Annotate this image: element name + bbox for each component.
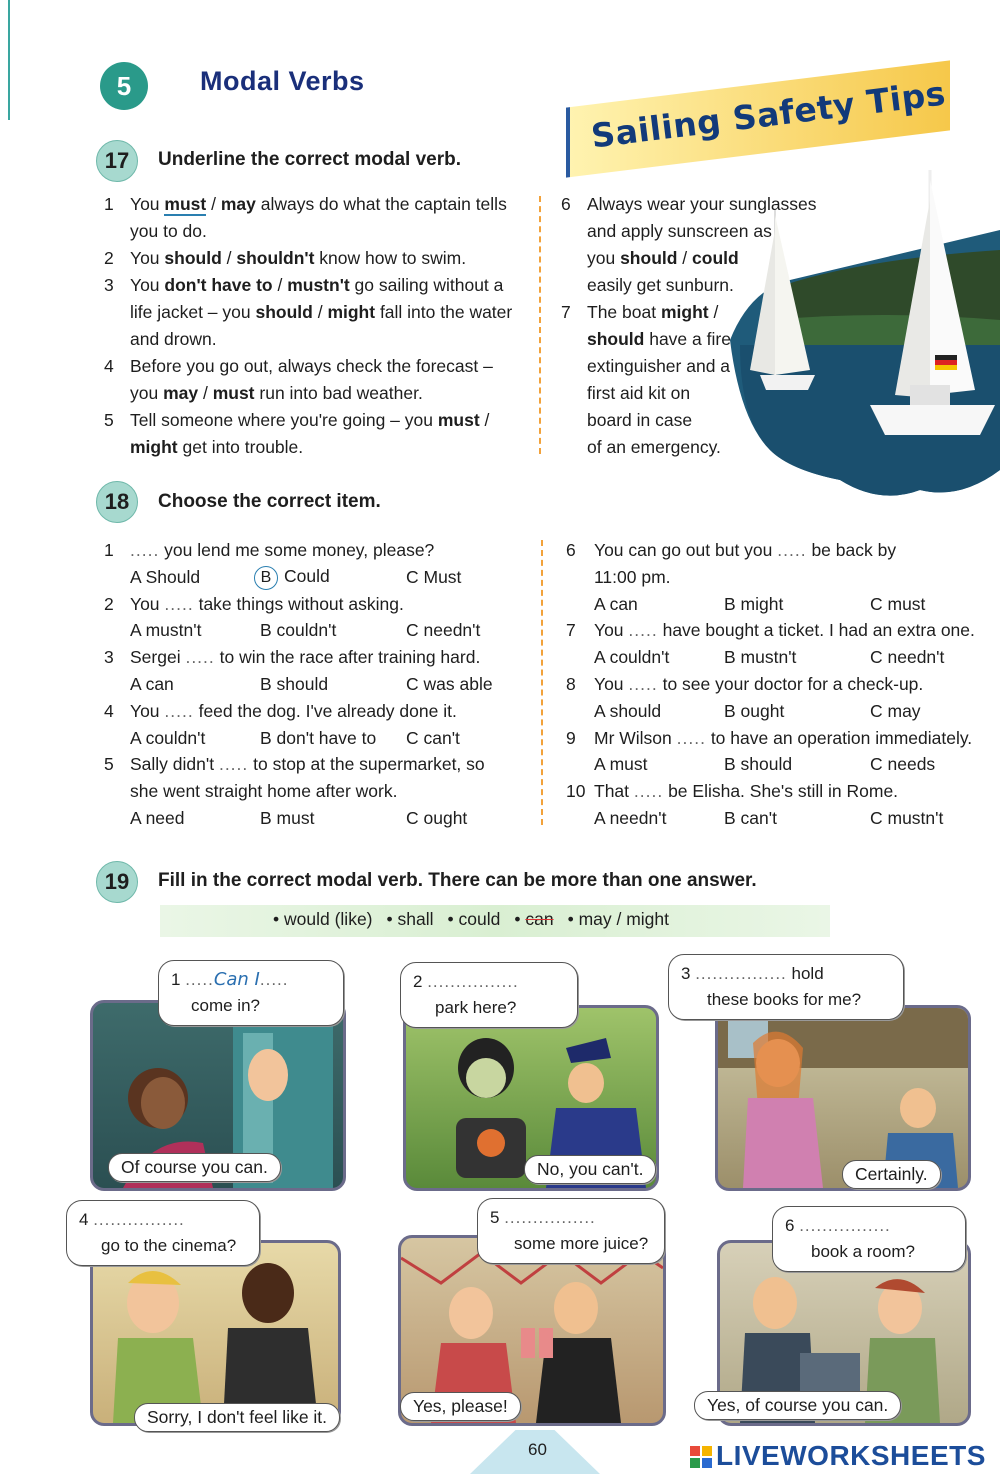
exercise-17-badge: 17 [96,140,138,182]
word-bank-item [273,909,373,929]
option-c[interactable]: C Must [406,566,462,587]
word-bank-word: shall [397,909,434,929]
answer-blank[interactable]: ..... [185,647,215,668]
reply-bubble-1: Of course you can. [108,1153,281,1182]
sentence-text: to see your doctor for a check-up. [657,674,924,694]
sentence-text: to stop at the supermarket, so [248,754,485,775]
exercise-18-item [566,617,975,644]
answer-blank[interactable]: ..... [777,540,807,560]
word-bank-word: could [458,909,501,929]
item-number: 7 [566,620,576,641]
exercise-17-item-continued [104,218,512,245]
exercise-17-item [104,191,512,218]
exercise-17-item-continued [561,434,817,461]
word-bank-item [448,909,501,929]
option-a[interactable]: A can [130,674,174,694]
modal-option[interactable]: might [130,437,178,457]
bullet: • [567,909,579,929]
bubble-number: 1 [171,970,181,989]
option-c[interactable]: C may [870,700,921,721]
bullet: • [273,909,284,929]
item-number: 3 [104,275,114,295]
option-a[interactable]: A must [594,754,648,775]
column-divider [539,196,541,454]
answer-blank[interactable]: ..... [218,754,249,775]
word-bank-word: may / might [578,909,670,929]
speech-bubble-1 [158,960,344,1026]
banner-title: Sailing Safety Tips [588,73,948,156]
exercise-18-title: Choose the correct item. [158,491,381,512]
sentence-text: you lend me some money, please? [159,540,435,560]
answer-blank[interactable]: ..... [628,620,658,641]
option-b[interactable]: B should [260,674,329,694]
sentence-text: be Elisha. She's still in Rome. [663,781,899,802]
sentence-text: get into trouble. [177,437,304,457]
option-a[interactable]: A can [594,593,638,614]
sentence-text: That [594,781,634,802]
item-number: 2 [104,593,114,614]
option-b[interactable]: B mustn't [724,647,797,668]
word-bank-item [568,909,669,929]
modal-option[interactable]: should [587,329,645,349]
item-number: 5 [104,410,114,430]
two-boys-illustration [93,1243,338,1423]
option-c[interactable]: C mustn't [870,808,944,828]
option-b-selected[interactable] [254,566,330,590]
margin-rule [8,0,10,120]
option-b[interactable]: B ought [724,700,785,721]
sentence-text: have bought a ticket. I had an extra one. [657,620,975,641]
sentence-text-continued: 11:00 pm. [594,566,671,587]
picture-panel-4 [90,1240,341,1426]
sentence-text: life jacket – you [130,302,256,322]
exercise-18-item [566,671,923,698]
sentence-text: You [130,593,165,614]
option-c[interactable]: C needs [870,754,936,775]
sentence-text: know how to swim. [314,248,467,268]
answer-3-input[interactable]: ................ [695,964,787,983]
answer-blank[interactable]: ..... [130,540,160,560]
bubble-number: 2 [413,972,423,991]
answer-blank[interactable]: ..... [164,593,194,614]
exercise-18-item [104,644,480,671]
item-number: 10 [566,781,586,802]
answer-blank[interactable]: ..... [628,674,658,694]
sentence-text: run into bad weather. [254,383,423,403]
sentence-text-continued: she went straight home after work. [130,781,398,802]
exercise-17-right-column [561,191,817,461]
option-b[interactable]: B couldn't [260,620,337,641]
exercise-17-item-continued [561,353,817,380]
word-bank-items [273,909,683,930]
exercise-17-item-continued [104,434,512,461]
item-number: 6 [566,540,576,560]
exercise-19-badge: 19 [96,861,138,903]
exercise-17-left-column [104,191,512,461]
answer-6-input[interactable]: ................ [799,1216,891,1235]
sentence-text: have a fire [644,329,731,349]
page-number: 60 [528,1440,547,1459]
sentence-text: / [206,194,221,214]
bubble-text: park here? [435,998,517,1017]
exercise-18-item [566,778,898,805]
sentence-text: you [130,383,164,403]
item-number: 5 [104,754,114,775]
answer-5-input[interactable]: ................ [504,1208,596,1227]
modal-option[interactable]: should [164,248,222,268]
blank-dots: ..... [185,970,214,989]
bubble-number: 5 [490,1208,500,1227]
sentence-text: / [221,248,237,268]
sentence-text: you to do. [130,221,207,241]
answer-1-input[interactable]: Can I [213,969,260,990]
exercise-17-title: Underline the correct modal verb. [158,149,462,170]
bubble-text: hold [791,964,824,983]
sentence-text: go sailing without a [349,275,504,295]
sentence-text: You [594,620,629,641]
modal-option[interactable]: must [212,383,255,403]
answer-4-input[interactable]: ................ [93,1210,185,1229]
item-number: 9 [566,727,576,748]
sentence-text: / [479,410,490,430]
sentence-text: You [594,674,629,694]
modal-option[interactable]: don't have to [164,275,273,295]
selected-option[interactable]: must [164,194,207,214]
speech-bubble-6 [772,1206,966,1272]
modal-option[interactable]: should [620,248,678,268]
modal-option[interactable]: shouldn't [236,248,315,268]
item-number: 4 [104,356,114,376]
modal-option[interactable]: must [437,410,480,430]
option-a[interactable]: A couldn't [594,647,670,668]
sentence-text: Sergei [130,647,186,668]
sentence-text: Tell someone where you're going – you [130,410,438,430]
item-number: 6 [561,194,571,214]
sentence-text: / [312,302,328,322]
bubble-text: book a room? [811,1242,915,1261]
sentence-text: Always wear your sunglasses [587,194,817,214]
sentence-text: you [587,248,621,268]
sentence-text: Mr Wilson [594,727,677,748]
option-b[interactable]: B should [724,754,793,775]
blank-dots: ..... [259,970,289,989]
modal-option[interactable]: might [660,302,709,322]
exercise-17-item [104,272,512,299]
item-number: 4 [104,700,114,721]
exercise-17-item [104,245,512,272]
sentence-text: be back by [806,540,897,560]
modal-option[interactable]: might [327,302,376,322]
modal-option[interactable]: mustn't [287,275,350,295]
bubble-text: come in? [191,996,260,1015]
speech-bubble-3 [668,954,904,1020]
modal-option[interactable]: may [220,194,256,214]
modal-option[interactable]: should [255,302,313,322]
exercise-17-item-continued [561,407,817,434]
exercise-18-item [104,751,485,778]
bullet: • [386,909,398,929]
reply-bubble-6: Yes, of course you can. [694,1391,901,1420]
sentence-text: and apply sunscreen as [587,221,772,241]
option-c[interactable]: C needn't [870,647,945,668]
speech-bubble-2 [400,962,578,1028]
option-c[interactable]: C can't [406,727,460,748]
exercise-17-item-continued [561,380,817,407]
word-bank-item [514,909,553,929]
reply-bubble-2: No, you can't. [524,1155,656,1184]
exercise-17-item-continued [561,272,817,299]
sentence-text: / [272,275,288,295]
exercise-18-item [104,537,434,564]
option-text: Could [284,565,330,586]
exercise-18-item [566,537,896,564]
option-b[interactable]: B must [260,808,315,828]
bubble-text: these books for me? [707,990,862,1009]
sentence-text: You [130,194,165,214]
sentence-text: Sally didn't [130,754,219,775]
selection-circle: B [254,566,278,590]
bubble-text: some more juice? [514,1234,649,1253]
unit-title: Modal Verbs [200,66,365,96]
option-a[interactable]: A need [130,808,185,828]
item-number: 7 [561,302,571,322]
item-number: 2 [104,248,114,268]
column-divider-18 [541,540,543,825]
exercise-17-item-continued [104,380,512,407]
sentence-text: feed the dog. I've already done it. [193,700,457,721]
option-a[interactable]: A mustn't [130,620,202,641]
option-c[interactable]: C was able [406,674,493,694]
sentence-text: Before you go out, always check the forecast – [130,356,493,376]
bubble-number: 4 [79,1210,89,1229]
sentence-text: to have an operation immediately. [705,727,973,748]
exercise-17-item-continued [561,245,817,272]
option-c[interactable]: C needn't [406,620,481,641]
sentence-text: You [130,248,165,268]
sentence-text: board in case [587,410,693,430]
modal-option[interactable]: could [692,248,739,268]
sentence-text: of an emergency. [587,437,721,457]
answer-blank[interactable]: ..... [676,727,706,748]
option-a[interactable]: A couldn't [130,727,206,748]
option-b[interactable]: B don't have to [260,727,377,748]
word-bank-word: can [525,909,554,929]
option-a[interactable]: A should [594,700,662,721]
exercise-17-item [561,299,817,326]
reply-bubble-3: Certainly. [842,1160,941,1189]
sentence-text: You [130,275,165,295]
answer-blank[interactable]: ..... [164,700,194,721]
exercise-18-item [104,591,404,618]
sentence-text: The boat [587,302,661,322]
sentence-text: / [677,248,693,268]
reply-bubble-5: Yes, please! [400,1392,521,1421]
item-number: 1 [104,194,114,214]
exercise-17-item-continued [561,326,817,353]
sentence-text: You [130,700,165,721]
sentence-text: / [198,383,213,403]
sentence-text: first aid kit on [587,383,691,403]
answer-blank[interactable]: ..... [633,781,664,802]
item-number: 1 [104,540,114,560]
item-number: 8 [566,674,576,694]
modal-option[interactable]: may [163,383,199,403]
exercise-17-item [561,191,817,218]
bubble-number: 3 [681,964,691,983]
liveworksheets-logo-icon [690,1446,712,1468]
sentence-text: You can go out but you [594,540,778,560]
sentence-text: to win the race after training hard. [214,647,481,668]
word-bank-word: would (like) [284,909,373,929]
reply-bubble-4: Sorry, I don't feel like it. [134,1403,340,1432]
unit-number-badge: 5 [100,62,148,110]
option-c[interactable]: C must [870,593,926,614]
option-c[interactable]: C ought [406,808,468,828]
option-b[interactable]: B might [724,593,784,614]
exercise-19-title: Fill in the correct modal verb. There can be more than one answer. [158,870,757,891]
sentence-text: extinguisher and a [587,356,731,376]
sentence-text: / [708,302,719,322]
answer-2-input[interactable]: ................ [427,972,519,991]
exercise-17-item [104,407,512,434]
sentence-text: and drown. [130,329,217,349]
sentence-text: fall into the water [375,302,513,322]
sentence-text: easily get sunburn. [587,275,734,295]
exercise-17-item [104,353,512,380]
exercise-17-item-continued [104,299,512,326]
word-bank-item [387,909,434,929]
exercise-17-item-continued [561,218,817,245]
exercise-18-badge: 18 [96,481,138,523]
exercise-18-item [104,698,457,725]
option-b[interactable]: B can't [724,808,777,828]
speech-bubble-4 [66,1200,260,1266]
sentence-text: take things without asking. [193,593,404,614]
option-a[interactable]: A Should [130,566,201,587]
option-a[interactable]: A needn't [594,808,667,828]
liveworksheets-logo: LIVEWORKSHEETS [716,1440,986,1471]
bullet: • [514,909,526,929]
bullet: • [447,909,459,929]
exercise-18-item [566,725,972,752]
speech-bubble-5 [477,1198,665,1264]
item-number: 3 [104,647,114,668]
bubble-text: go to the cinema? [101,1236,237,1255]
bubble-number: 6 [785,1216,795,1235]
sentence-text: always do what the captain tells [255,194,507,214]
exercise-17-item-continued [104,326,512,353]
